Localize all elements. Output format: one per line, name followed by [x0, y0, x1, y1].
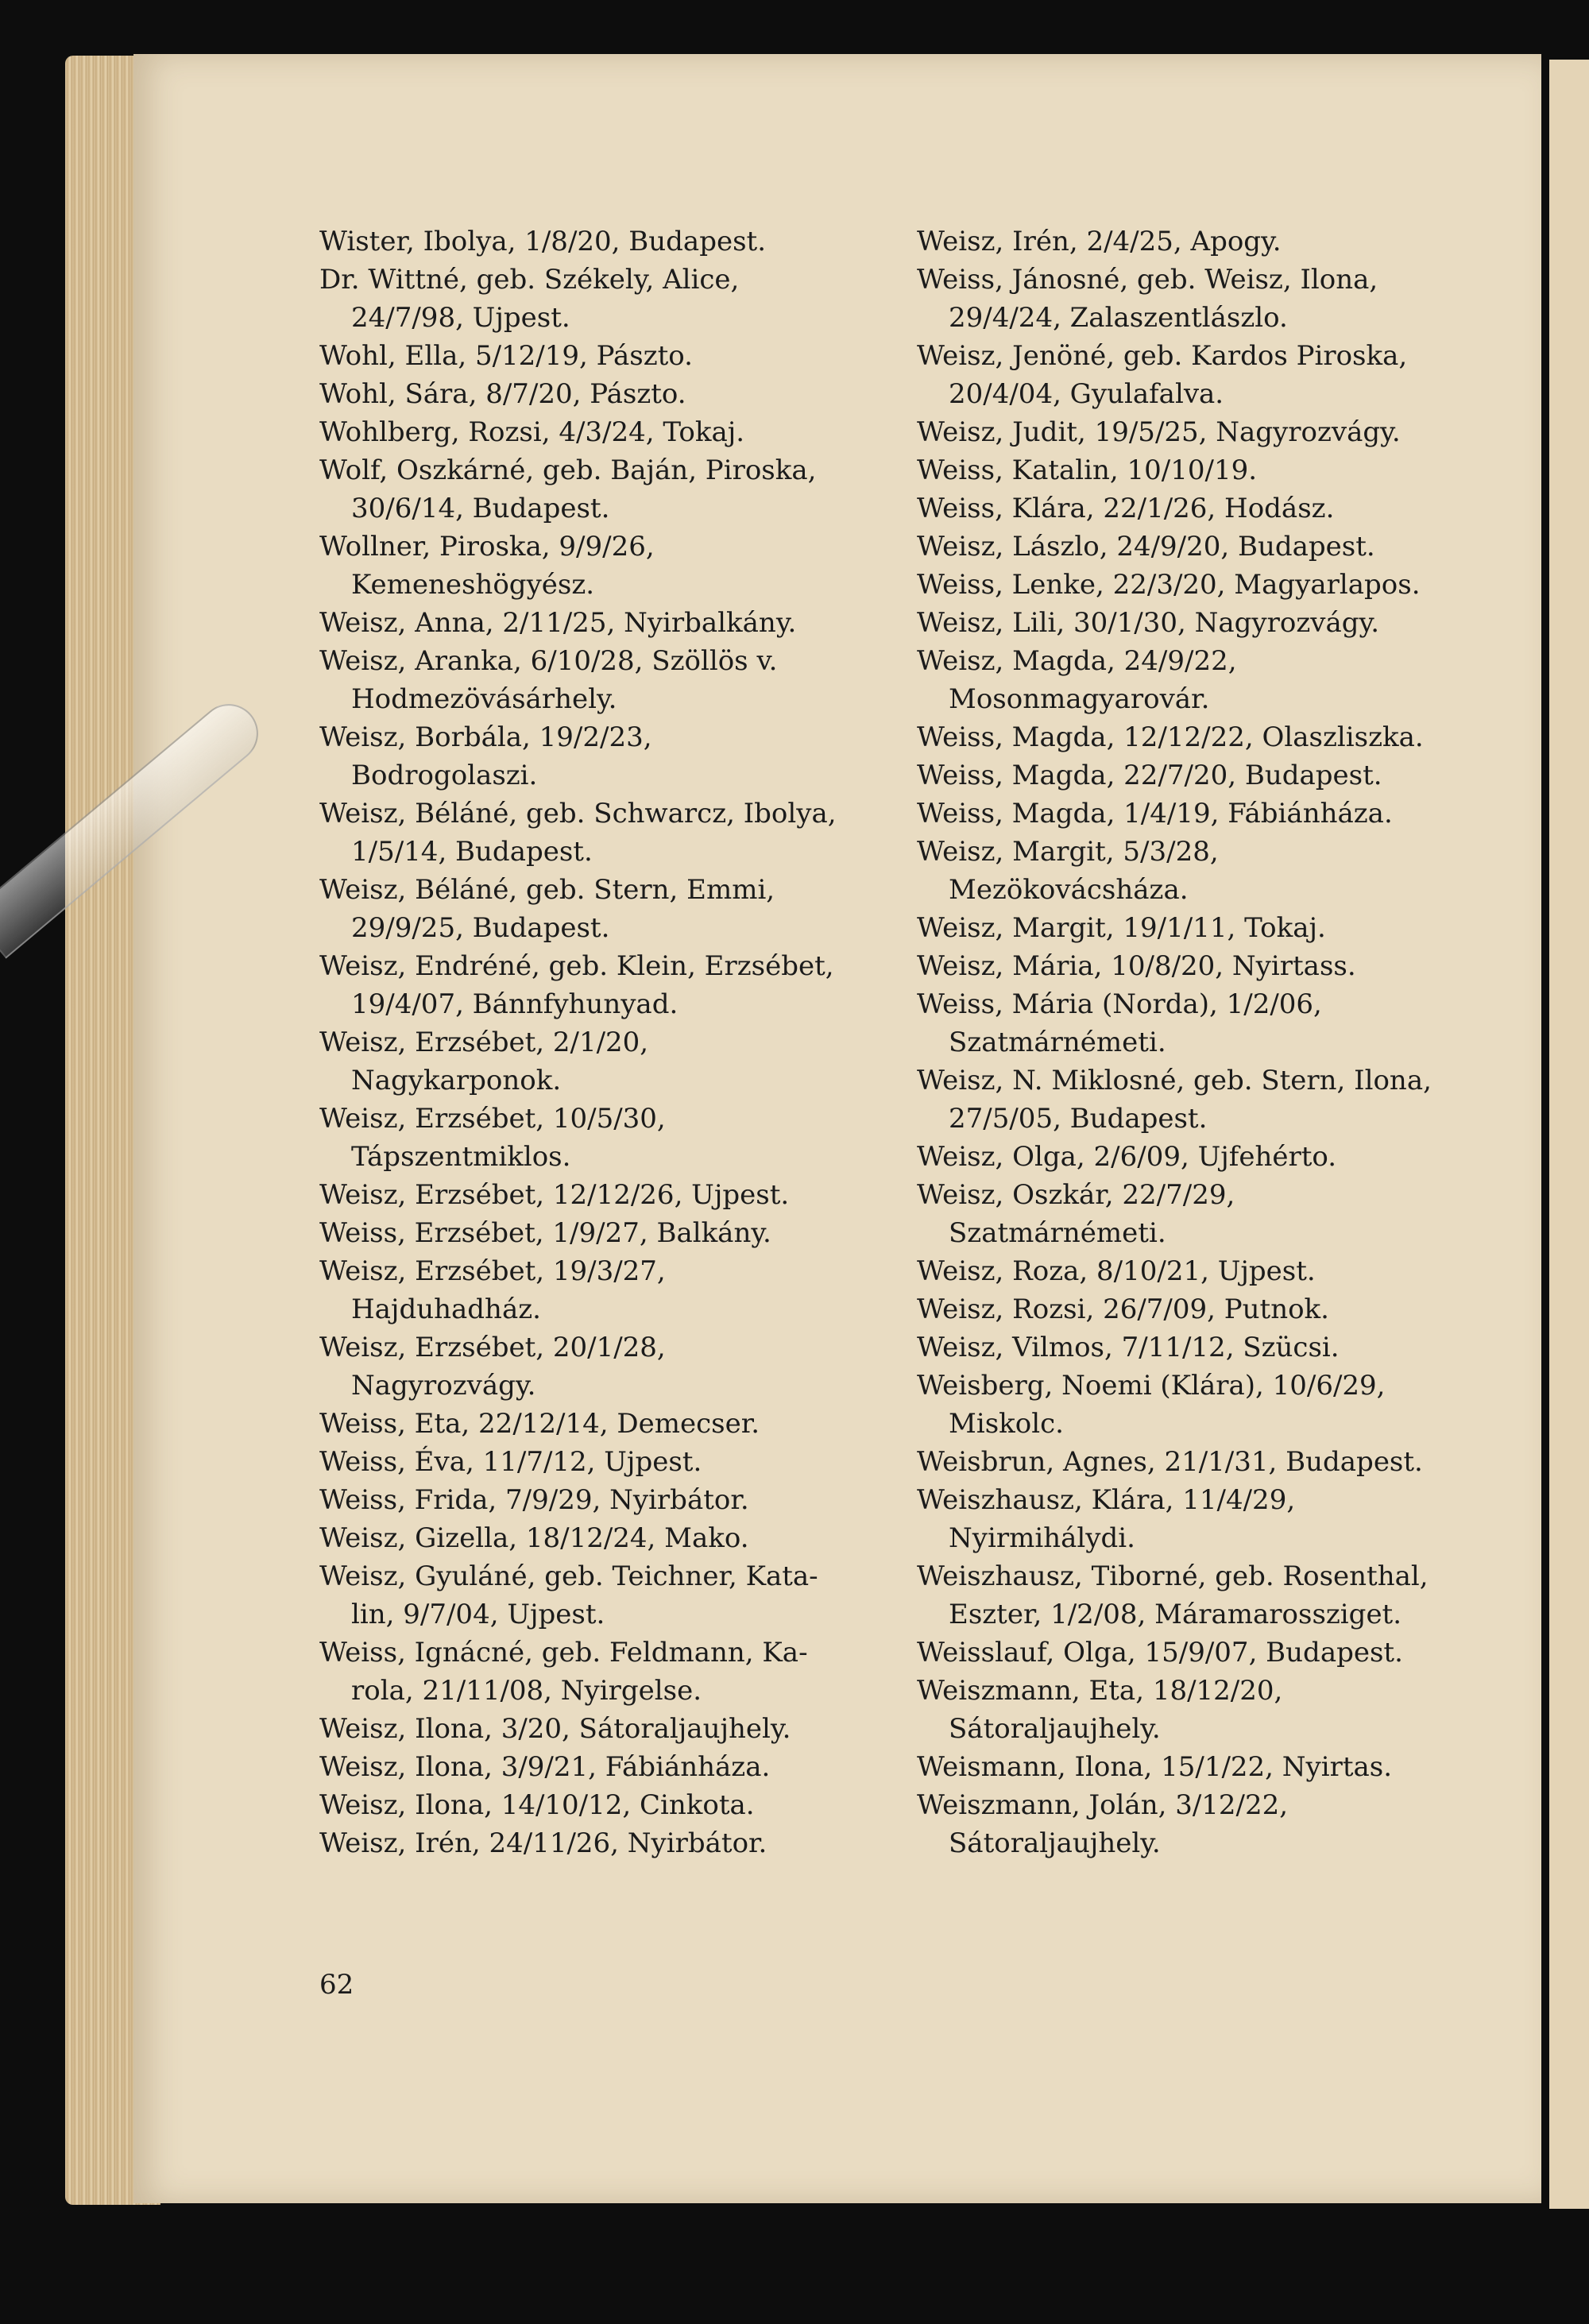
list-entry: Dr. Wittné, geb. Székely, Alice, 24/7/98, Ujpest. [319, 264, 740, 334]
list-entry: Wolf, Oszkárné, geb. Baján, Piroska, 30/6/14, Budapest. [319, 454, 817, 524]
list-entry: Weiss, Lenke, 22/3/20, Magyarlapos. [917, 569, 1421, 601]
list-entry: Wohl, Sára, 8/7/20, Pászto. [319, 378, 686, 410]
list-entry: Weisz, Judit, 19/5/25, Nagyrozvágy. [917, 416, 1401, 448]
list-entry: Weisz, Borbála, 19/2/23, Bodrogolaszi. [319, 721, 652, 791]
list-entry: Weisbrun, Agnes, 21/1/31, Budapest. [917, 1446, 1423, 1478]
list-entry: Weisz, Ilona, 3/9/21, Fábiánháza. [319, 1751, 771, 1783]
list-entry: Weisz, Erzsébet, 2/1/20, Nagykarponok. [319, 1027, 649, 1096]
list-entry: Weisz, Roza, 8/10/21, Ujpest. [917, 1255, 1316, 1287]
list-entry: Weisz, Oszkár, 22/7/29, Szatmárnémeti. [917, 1179, 1235, 1249]
list-entry: Wollner, Piroska, 9/9/26, Kemeneshögyész. [319, 531, 655, 601]
list-entry: Weisberg, Noemi (Klára), 10/6/29, Miskolc. [917, 1370, 1386, 1440]
right-column [917, 222, 1505, 1862]
list-entry: Weisz, Béláné, geb. Schwarcz, Ibolya, 1/5/14, Budapest. [319, 798, 837, 868]
list-entry: Weisz, N. Miklosné, geb. Stern, Ilona, 27/5/05, Budapest. [917, 1065, 1432, 1135]
list-entry: Weismann, Ilona, 15/1/22, Nyirtas. [917, 1751, 1393, 1783]
list-entry: Weisz, Endréné, geb. Klein, Erzsébet, 19/4/07, Bánnfyhunyad. [319, 950, 834, 1020]
list-entry: Weisz, Ilona, 14/10/12, Cinkota. [319, 1789, 755, 1821]
list-entry: Weiszmann, Jolán, 3/12/22, Sátoraljaujhely. [917, 1789, 1289, 1859]
list-entry: Weisz, Margit, 5/3/28, Mezökovácsháza. [917, 836, 1219, 906]
list-entry: Weisz, Mária, 10/8/20, Nyirtass. [917, 950, 1356, 982]
list-entry: Wohlberg, Rozsi, 4/3/24, Tokaj. [319, 416, 745, 448]
list-entry: Weisz, Erzsébet, 19/3/27, Hajduhadház. [319, 1255, 666, 1325]
list-entry: Weiszhausz, Tiborné, geb. Rosenthal, Eszter, 1/2/08, Máramarossziget. [917, 1560, 1429, 1630]
list-entry: Weiszmann, Eta, 18/12/20, Sátoraljaujhely. [917, 1675, 1283, 1745]
list-entry: Weiss, Katalin, 10/10/19. [917, 454, 1258, 486]
list-entry: Weiss, Eta, 22/12/14, Demecser. [319, 1408, 760, 1440]
list-entry: Weisz, Irén, 2/4/25, Apogy. [917, 226, 1282, 257]
list-entry: Weisz, Jenöné, geb. Kardos Piroska, 20/4/04, Gyulafalva. [917, 340, 1408, 410]
list-entry: Weisslauf, Olga, 15/9/07, Budapest. [917, 1637, 1403, 1669]
list-entry: Weiss, Ignácné, geb. Feldmann, Ka- rola, 21/11/08, Nyirgelse. [319, 1637, 808, 1707]
list-entry: Weisz, Vilmos, 7/11/12, Szücsi. [917, 1332, 1340, 1363]
list-entry: Weisz, Anna, 2/11/25, Nyirbalkány. [319, 607, 797, 639]
list-entry: Weiss, Magda, 12/12/22, Olaszliszka. [917, 721, 1424, 753]
left-column [319, 222, 891, 1862]
list-entry: Weisz, Gyuláné, geb. Teichner, Kata- lin, 9/7/04, Ujpest. [319, 1560, 818, 1630]
list-entry: Weiszhausz, Klára, 11/4/29, Nyirmihálydi. [917, 1484, 1296, 1554]
list-entry: Weiss, Éva, 11/7/12, Ujpest. [319, 1446, 702, 1478]
list-entry: Weisz, Lili, 30/1/30, Nagyrozvágy. [917, 607, 1380, 639]
list-entry: Weisz, Erzsébet, 20/1/28, Nagyrozvágy. [319, 1332, 666, 1402]
list-entry: Weiss, Mária (Norda), 1/2/06, Szatmárnémeti. [917, 988, 1322, 1058]
list-entry: Weisz, Erzsébet, 12/12/26, Ujpest. [319, 1179, 790, 1211]
list-entry: Weisz, Magda, 24/9/22, Mosonmagyarovár. [917, 645, 1237, 715]
list-entry: Weisz, Béláné, geb. Stern, Emmi, 29/9/25, Budapest. [319, 874, 775, 944]
list-entry: Wister, Ibolya, 1/8/20, Budapest. [319, 226, 766, 257]
list-entry: Weiss, Magda, 22/7/20, Budapest. [917, 760, 1382, 791]
list-entry: Weisz, Lászlo, 24/9/20, Budapest. [917, 531, 1375, 563]
list-entry: Weisz, Olga, 2/6/09, Ujfehérto. [917, 1141, 1337, 1173]
list-entry: Wohl, Ella, 5/12/19, Pászto. [319, 340, 693, 372]
list-entry: Weiss, Frida, 7/9/29, Nyirbátor. [319, 1484, 749, 1516]
list-entry: Weisz, Ilona, 3/20, Sátoraljaujhely. [319, 1713, 791, 1745]
list-entry: Weisz, Margit, 19/1/11, Tokaj. [917, 912, 1326, 944]
list-entry: Weiss, Erzsébet, 1/9/27, Balkány. [319, 1217, 771, 1249]
list-entry: Weisz, Erzsébet, 10/5/30, Tápszentmiklos. [319, 1103, 666, 1173]
list-entry: Weiss, Magda, 1/4/19, Fábiánháza. [917, 798, 1393, 829]
list-entry: Weiss, Klára, 22/1/26, Hodász. [917, 493, 1335, 524]
list-entry: Weiss, Jánosné, geb. Weisz, Ilona, 29/4/24, Zalaszentlászlo. [917, 264, 1378, 334]
facing-page-edge [1549, 60, 1589, 2209]
list-entry: Weisz, Gizella, 18/12/24, Mako. [319, 1522, 749, 1554]
list-entry: Weisz, Rozsi, 26/7/09, Putnok. [917, 1293, 1329, 1325]
list-entry: Weisz, Aranka, 6/10/28, Szöllös v. Hodmezövásárhely. [319, 645, 778, 715]
list-entry: Weisz, Irén, 24/11/26, Nyirbátor. [319, 1827, 767, 1859]
page-number: 62 [319, 1969, 354, 2001]
